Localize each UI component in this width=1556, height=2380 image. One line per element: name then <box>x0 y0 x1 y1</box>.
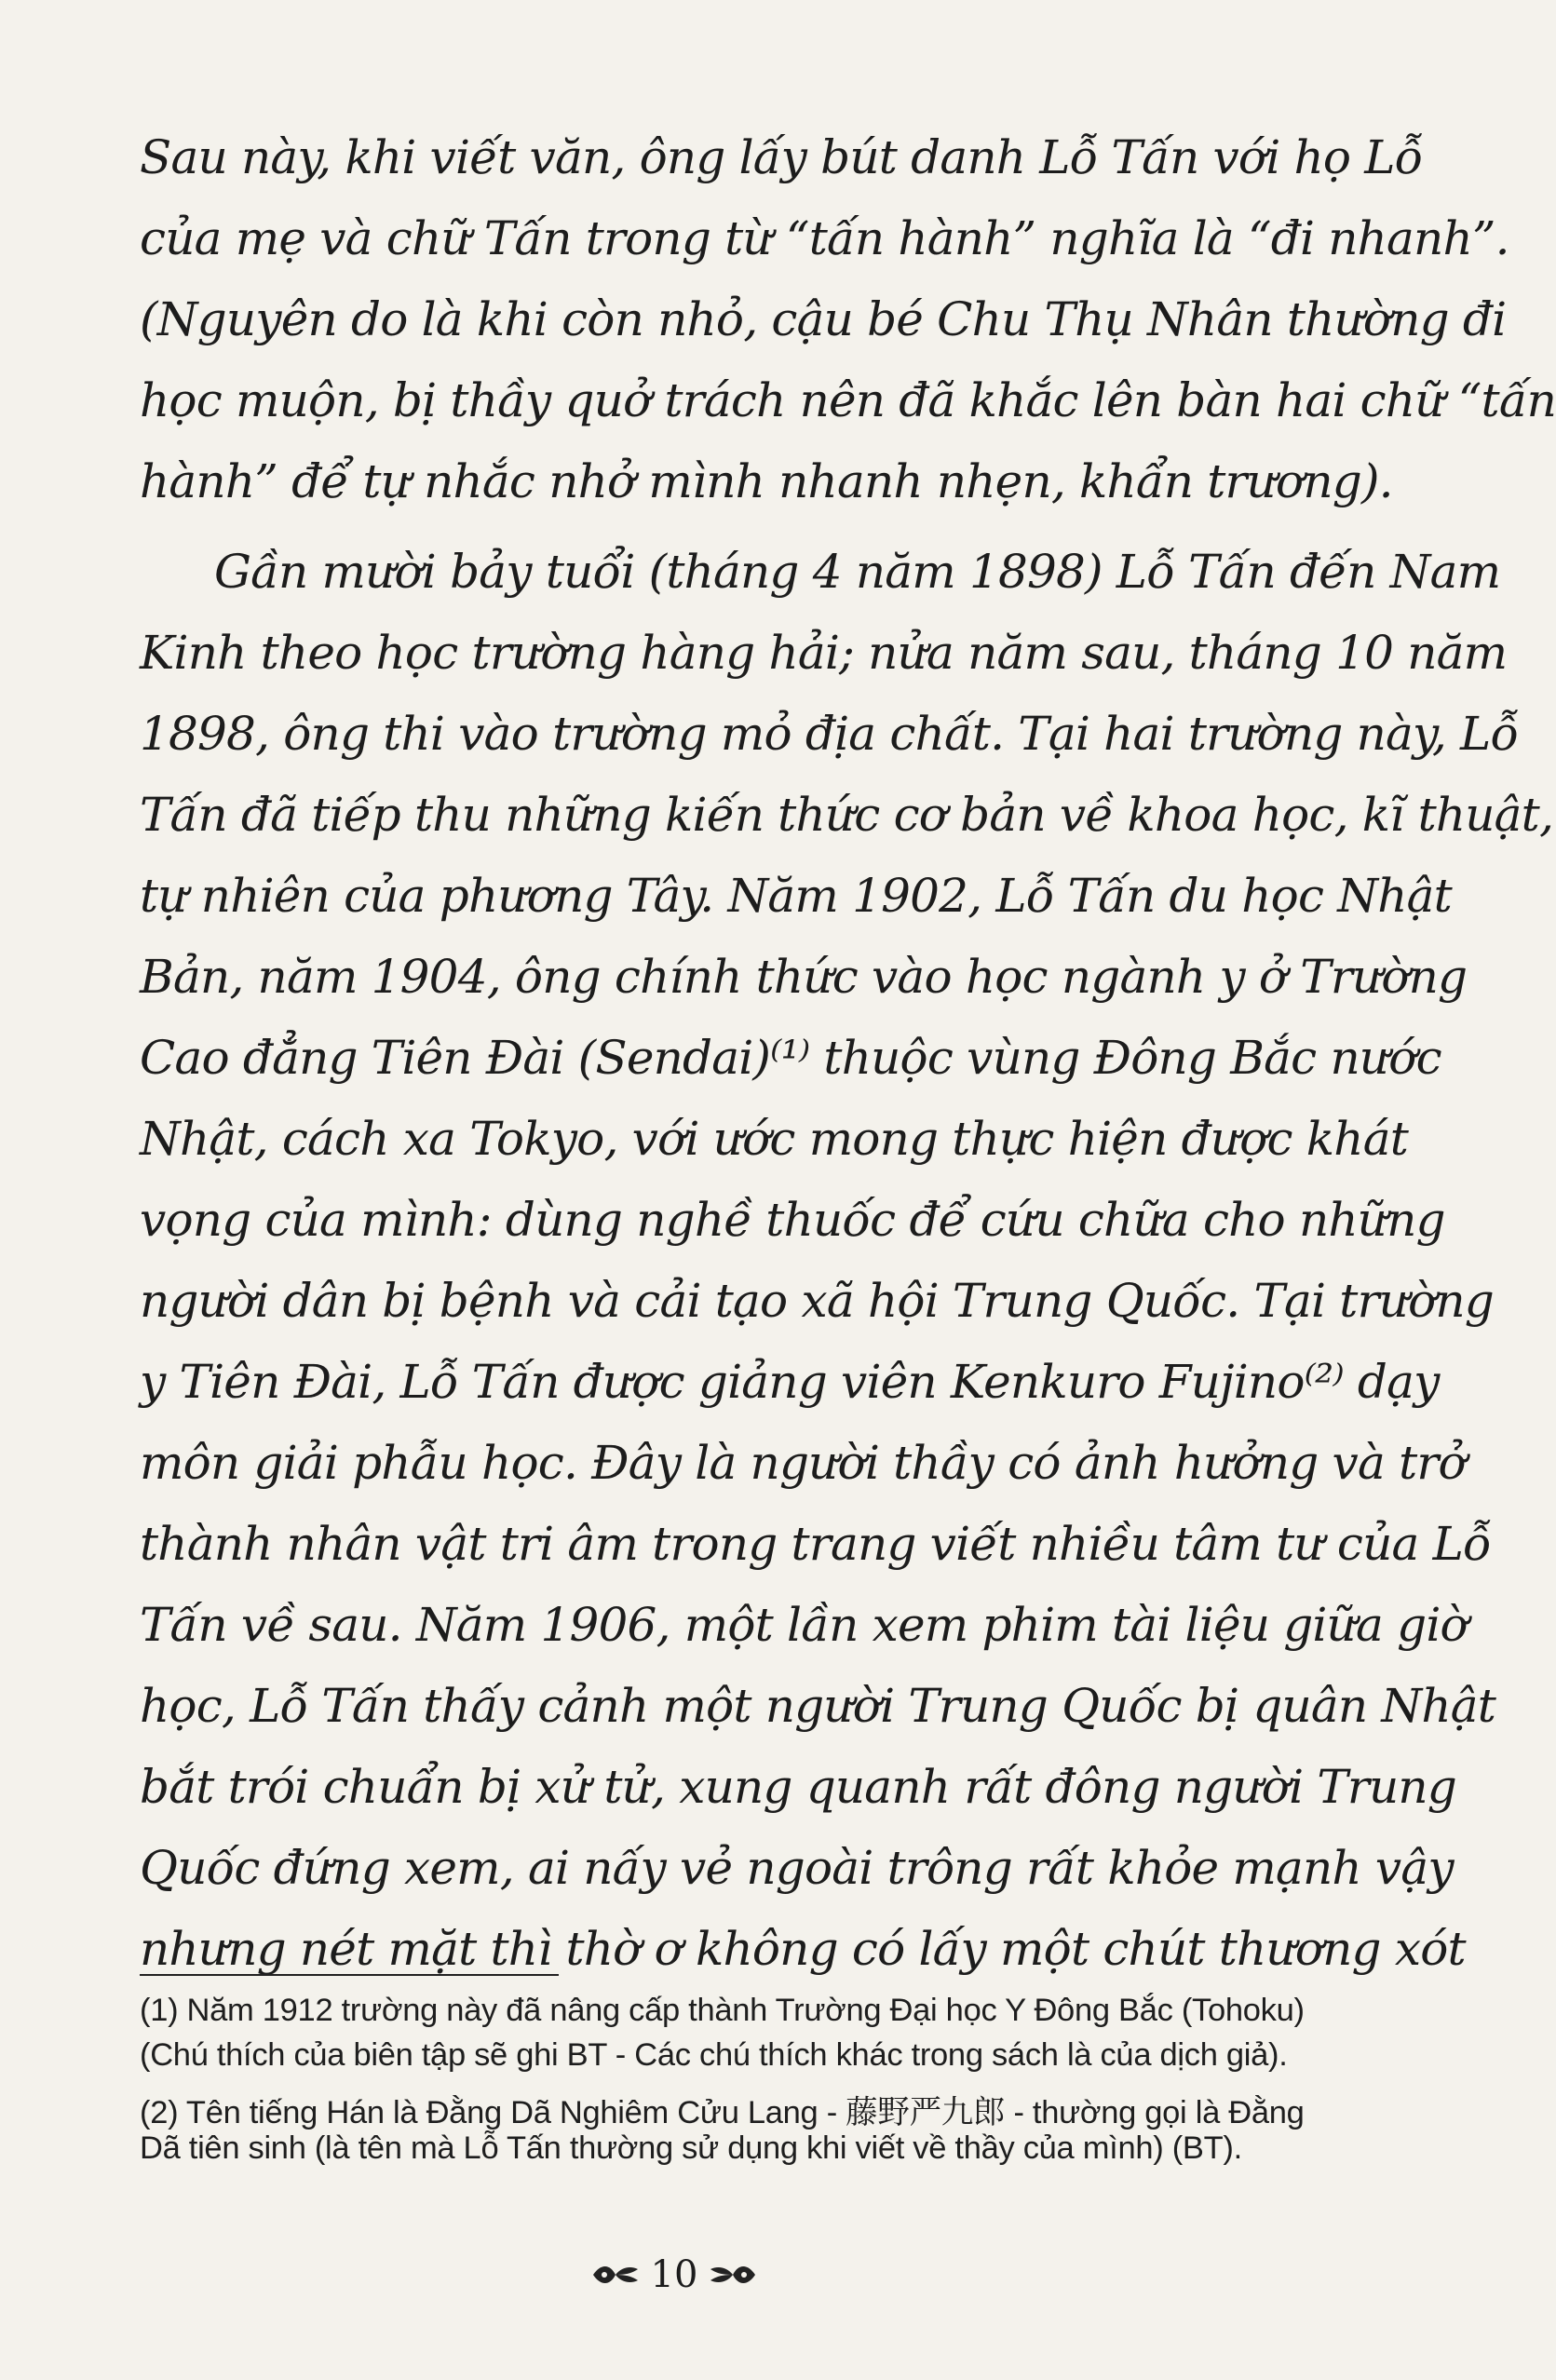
body-line: thành nhân vật tri âm trong trang viết nhiều tâm tư của Lỗ <box>140 1517 1491 1571</box>
body-line: 1898, ông thi vào trường mỏ địa chất. Tại hai trường này, Lỗ <box>140 707 1519 761</box>
body-line: môn giải phẫu học. Đây là người thầy có ảnh hưởng và trở <box>140 1436 1466 1490</box>
page-number: 10 <box>650 2253 698 2296</box>
footnote-line: (Chú thích của biên tập sẽ ghi BT - Các chú thích khác trong sách là của dịch giả). <box>140 2037 1288 2073</box>
left-floral-ornament-icon <box>589 2258 642 2292</box>
body-line: (Nguyên do là khi còn nhỏ, cậu bé Chu Thụ Nhân thường đi <box>140 292 1507 346</box>
footnote-line: Dã tiên sinh (là tên mà Lỗ Tấn thường sử dụng khi viết về thầy của mình) (BT). <box>140 2130 1242 2166</box>
body-line: của mẹ và chữ Tấn trong từ “tấn hành” nghĩa là “đi nhanh”. <box>140 211 1509 265</box>
body-line: Kinh theo học trường hàng hải; nửa năm sau, tháng 10 năm <box>140 626 1508 680</box>
body-line: người dân bị bệnh và cải tạo xã hội Trung Quốc. Tại trường <box>140 1274 1495 1328</box>
footnote-line: (1) Năm 1912 trường này đã nâng cấp thành Trường Đại học Y Đông Bắc (Tohoku) <box>140 1993 1305 2028</box>
body-line: y Tiên Đài, Lỗ Tấn được giảng viên Kenkuro Fujino⁽²⁾ dạy <box>140 1355 1440 1409</box>
body-line: Nhật, cách xa Tokyo, với ước mong thực hiện được khát <box>140 1112 1408 1166</box>
body-line: học muộn, bị thầy quở trách nên đã khắc lên bàn hai chữ “tấn <box>140 373 1556 427</box>
body-line: Tấn về sau. Năm 1906, một lần xem phim tài liệu giữa giờ <box>140 1598 1468 1652</box>
footnote-divider <box>140 1974 559 1976</box>
body-line: Bản, năm 1904, ông chính thức vào học ngành y ở Trường <box>140 950 1468 1004</box>
body-line: Tấn đã tiếp thu những kiến thức cơ bản về khoa học, kĩ thuật, <box>140 788 1554 842</box>
right-floral-ornament-icon <box>707 2258 759 2292</box>
body-line: học, Lỗ Tấn thấy cảnh một người Trung Quốc bị quân Nhật <box>140 1679 1496 1733</box>
body-line: nhưng nét mặt thì thờ ơ không có lấy một chút thương xót <box>140 1922 1466 1976</box>
page-footer <box>0 2253 1348 2296</box>
body-line: Quốc đứng xem, ai nấy vẻ ngoài trông rất khỏe mạnh vậy <box>140 1841 1454 1895</box>
body-line: bắt trói chuẩn bị xử tử, xung quanh rất đông người Trung <box>140 1760 1457 1814</box>
footnote-line: (2) Tên tiếng Hán là Đằng Dã Nghiêm Cửu Lang - 藤野严九郎 - thường gọi là Đằng <box>140 2095 1305 2130</box>
body-line: hành” để tự nhắc nhở mình nhanh nhẹn, khẩn trương). <box>140 454 1393 508</box>
paragraph-first-line: Gần mười bảy tuổi (tháng 4 năm 1898) Lỗ Tấn đến Nam <box>214 545 1501 599</box>
body-line: tự nhiên của phương Tây. Năm 1902, Lỗ Tấn du học Nhật <box>140 869 1452 923</box>
body-line: vọng của mình: dùng nghề thuốc để cứu chữa cho những <box>140 1193 1445 1247</box>
body-line: Cao đẳng Tiên Đài (Sendai)⁽¹⁾ thuộc vùng Đông Bắc nước <box>140 1031 1441 1085</box>
body-line: Sau này, khi viết văn, ông lấy bút danh Lỗ Tấn với họ Lỗ <box>140 130 1423 184</box>
